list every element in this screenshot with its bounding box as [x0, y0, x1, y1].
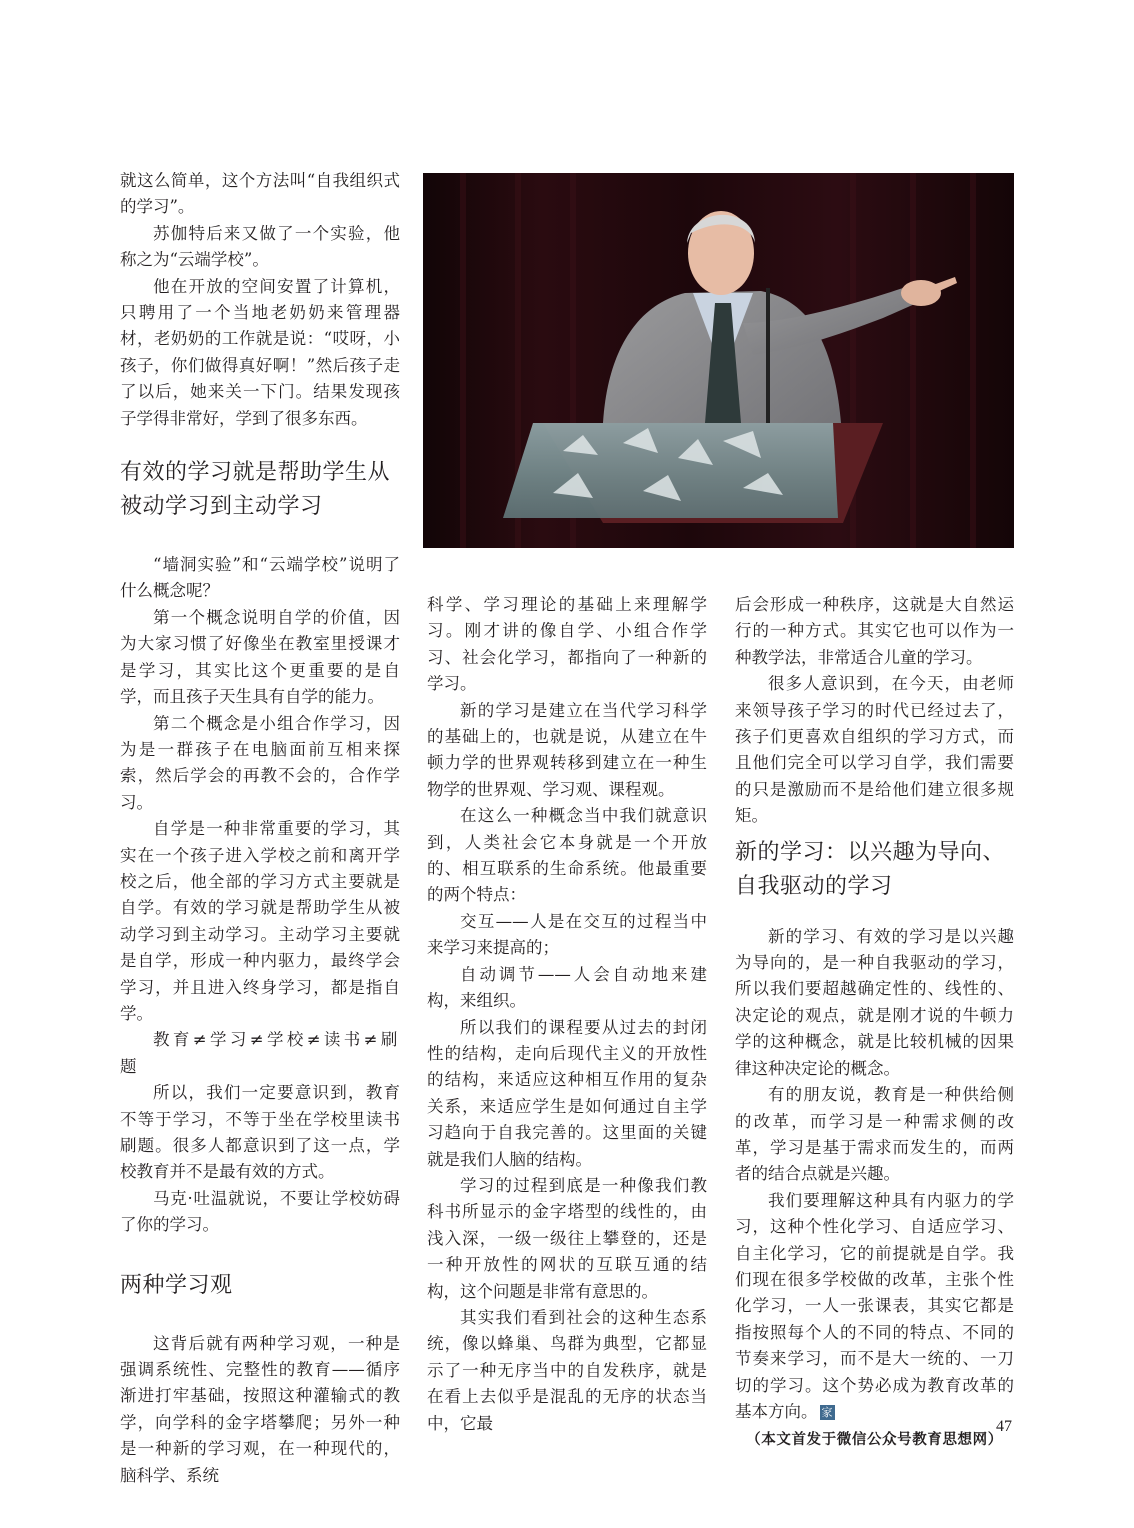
page-number: 47 [996, 1418, 1012, 1435]
paragraph: 马克·吐温就说，不要让学校妨碍了你的学习。 [120, 1188, 400, 1235]
paragraph: 第二个概念是小组合作学习，因为是一群孩子在电脑面前互相来探索，然后学会的再教不会的，合作学习。 [120, 713, 400, 812]
paragraph: 所以，我们一定要意识到，教育不等于学习，不等于坐在学校里读书刷题。很多人都意识到了这一点，学校教育并不是最有效的方式。 [120, 1083, 400, 1182]
paragraph: 第一个概念说明自学的价值，因为大家习惯了好像坐在教室里授课才是学习，其实比这个更重要的是自学，而且孩子天生具有自学的能力。 [120, 607, 400, 707]
paragraph: 就这么简单，这个方法叫“自我组织式的学习”。 [120, 171, 400, 217]
paragraph: 新的学习是建立在当代学习科学的基础上的，也就是说，从建立在牛顿力学的世界观转移到建立在一种生物学的世界观、学习观、课程观。 [427, 700, 707, 799]
paragraph: 新的学习、有效的学习是以兴趣为导向的，是一种自我驱动的学习，所以我们要超越确定性的、线性的、决定论的观点，就是刚才说的牛顿力学的这种概念，就是比较机械的因果律这种决定论的概念。 [735, 926, 1014, 1078]
speaker-illustration [423, 173, 1014, 548]
section-heading: 有效的学习就是帮助学生从被动学习到主动学习 [120, 460, 391, 520]
paragraph: 有的朋友说，教育是一种供给侧的改革，而学习是一种需求侧的改革，学习是基于需求而发生的，而两者的结合点就是兴趣。 [735, 1085, 1014, 1184]
paragraph: 交互——人是在交互的过程当中来学习来提高的； [427, 911, 707, 958]
paragraph: 学习的过程到底是一种像我们教科书所显示的金字塔型的线性的，由浅入深，一级一级往上攀登的，还是一种开放性的网状的互联互通的结构，这个问题是非常有意思的。 [427, 1175, 707, 1301]
paragraph: 所以我们的课程要从过去的封闭性的结构，走向后现代主义的开放性的结构，来适应这种相互作用的复杂关系，来适应学生是如何通过自主学习趋向于自我完善的。这里面的关键就是我们人脑的结构。 [427, 1017, 707, 1169]
paragraph: 自学是一种非常重要的学习，其实在一个孩子进入学校之前和离开学校之后，他全部的学习方式主要就是自学。有效的学习就是帮助学生从被动学习到主动学习。主动学习主要就是自学，形成一种内驱力，最终学会学习，并且进入终身学习，都是指自学。 [120, 819, 400, 1023]
section-heading: 两种学习观 [120, 1272, 233, 1298]
column-left [120, 168, 400, 1489]
paragraph: 后会形成一种秩序，这就是大自然运行的一种方式。其实它也可以作为一种教学法，非常适合儿童的学习。 [735, 595, 1014, 667]
paragraph: 这背后就有两种学习观，一种是强调系统性、完整性的教育——循序渐进打牢基础，按照这种灌输式的教学，向学科的金字塔攀爬；另外一种是一种新的学习观，在一种现代的，脑科学、系统 [120, 1333, 400, 1485]
paragraph [735, 1188, 1014, 1426]
source-note: （本文首发于微信公众号教育思想网） [746, 1431, 1003, 1449]
paragraph: 他在开放的空间安置了计算机，只聘用了一个当地老奶奶来管理器材，老奶奶的工作就是说：“哎呀，小孩子，你们做得真好啊！”然后孩子走了以后，她来关一下门。结果发现孩子学得非常好，学到了很多东西。 [120, 276, 400, 428]
paragraph: 科学、学习理论的基础上来理解学习。刚才讲的像自学、小组合作学习、社会化学习，都指向了一种新的学习。 [427, 595, 707, 694]
paragraph-text: 我们要理解这种具有内驱力的学习，这种个性化学习、自适应学习、自主化学习，它的前提就是自学。我们现在很多学校做的改革，主张个性化学习，一人一张课表，其实它都是指按照每个人的不同的特点、不同的节奏来学习，而不是大一统的、一刀切的学习。这个势必成为教育改革的基本方向。 [735, 1190, 1014, 1421]
paragraph: “墙洞实验”和“云端学校”说明了什么概念呢？ [120, 555, 400, 601]
column-middle [427, 592, 707, 1437]
formula-line: 教育≠学习≠学校≠读书≠刷题 [120, 1030, 400, 1076]
paragraph: 苏伽特后来又做了一个实验，他称之为“云端学校”。 [120, 223, 400, 270]
end-mark-icon: 家 [821, 1405, 833, 1419]
column-right [735, 592, 1014, 1454]
paragraph: 自动调节——人会自动地来建构，来组织。 [427, 964, 707, 1011]
paragraph: 在这么一种概念当中我们就意识到，人类社会它本身就是一个开放的、相互联系的生命系统。他最重要的两个特点： [427, 806, 707, 905]
speaker-photo [423, 173, 1014, 548]
paragraph: 其实我们看到社会的这种生态系统，像以蜂巢、鸟群为典型，它都显示了一种无序当中的自发秩序，就是在看上去似乎是混乱的无序的状态当中，它最 [427, 1307, 707, 1433]
section-heading: 新的学习：以兴趣为导向、自我驱动的学习 [735, 839, 1006, 899]
paragraph: 很多人意识到，在今天，由老师来领导孩子学习的时代已经过去了，孩子们更喜欢自组织的学习方式，而且他们完全可以学习自学，我们需要的只是激励而不是给他们建立很多规矩。 [735, 674, 1014, 826]
